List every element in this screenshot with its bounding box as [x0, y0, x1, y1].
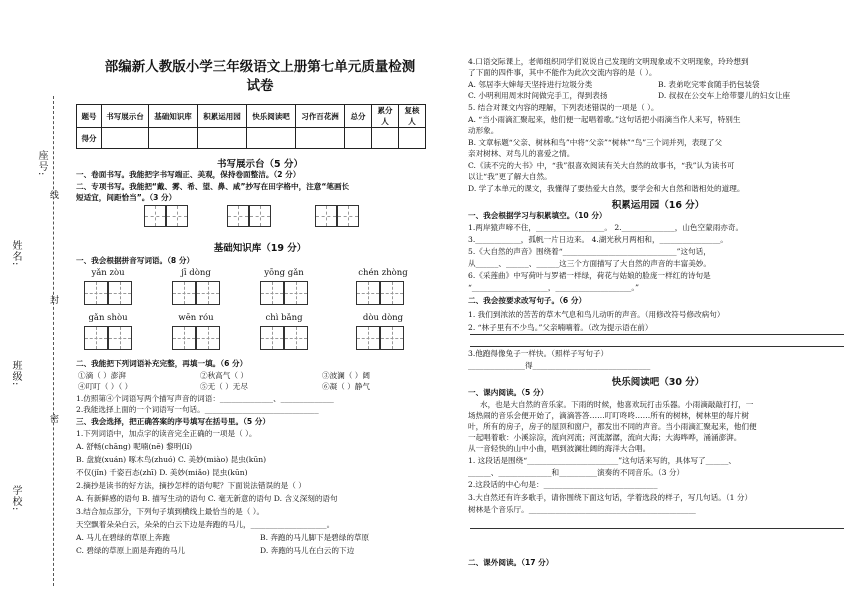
answer-grid[interactable] — [380, 326, 404, 350]
answer-line[interactable] — [470, 334, 844, 335]
answer-grid[interactable] — [260, 326, 284, 350]
score-header: 题号 — [77, 105, 102, 128]
reading-sub3: 3.大自然还有许多歌手，请你围绕下面这句话，学着选段的样子，写几句话。（1 分） — [468, 493, 753, 502]
answer-grid[interactable] — [260, 281, 284, 305]
q5-a1: A. “当小雨滴汇聚起来，他们便一起唱着歌。”这句话把小雨滴当作人来写，特别生 — [468, 115, 741, 124]
accum-q1: 一、我会根据学习与积累填空。（10 分） — [468, 211, 607, 220]
q4-line2: 了下面的四件事，其中不能作为此次交流内容的是（ ）。 — [468, 68, 657, 77]
accum-q2: 二、我会按要求改写句子。（6 分） — [468, 296, 587, 305]
title-line-1: 部编新人教版小学三年级语文上册第七单元质量检测 — [104, 59, 416, 75]
q5-c2: 以让“我”更了解大自然。 — [468, 172, 552, 181]
q5-b1: B. 文章标题“父亲、树林和鸟”中将“父亲”“树林”“鸟”三个词并列，表现了父 — [468, 138, 723, 147]
school-label: 学校: — [10, 485, 21, 512]
writing-grid[interactable] — [249, 205, 271, 227]
accum-a4: 从______、______、______这三个方面描写了大自然的声音的丰富美妙。 — [468, 259, 711, 268]
accum-a3: 5.《大自然的声音》围绕着“______________________________”这句话， — [468, 247, 711, 256]
score-cell[interactable] — [149, 128, 198, 149]
passage-line: 水，也是大自然的音乐家。下雨的时候，他喜欢玩打击乐器。小雨滴敲敲打打，一 — [480, 400, 754, 409]
fill-item: ③波澜（ ）阔 — [322, 371, 370, 380]
q5-a2: 动形象。 — [468, 126, 499, 135]
reading-q1: 一、课内阅读。（5 分） — [468, 388, 549, 397]
answer-grid[interactable] — [172, 326, 196, 350]
accum-a6: “____________________，____________________。” — [468, 283, 640, 292]
q4-b: B. 表弟吃完零食随手扔包装袋 — [658, 80, 760, 89]
rewrite-2: 2. “林子里有不少鸟。”父亲喃喃着。（改为提示语在前） — [468, 323, 653, 332]
choice-q1-a: A. 舒畅(chāng) 呢喃(nē) 黎明(lí) — [76, 442, 193, 451]
answer-grid[interactable] — [84, 281, 108, 305]
score-cell[interactable] — [247, 128, 296, 149]
section-writing-head: 书写展示台（5 分） — [217, 159, 303, 170]
reading-sub3-answer: 树林是个音乐厅。____________________________________________ — [468, 505, 696, 514]
answer-grid[interactable] — [284, 326, 308, 350]
score-cell[interactable] — [296, 128, 345, 149]
accum-a5: 6.《采莲曲》中写荷叶与罗裙一样绿，荷花与姑娘的脸庞一样红的诗句是 — [468, 271, 711, 280]
score-header: 累分人 — [372, 105, 399, 128]
basic-q3: 三、我会选择，把正确答案的序号填写在括号里。（5 分） — [76, 417, 270, 426]
choice-q3-d: D. 奔跑的马儿在白云的下边 — [260, 546, 355, 555]
rewrite-3: 3.他跑得像兔子一样快。（照样子写句子） — [468, 349, 609, 358]
answer-grid[interactable] — [196, 326, 220, 350]
reading-sub1b: ______、______________和__________演奏的不同音乐。（3 分） — [468, 468, 685, 477]
title-line-2: 试卷 — [246, 78, 274, 94]
seal-mark: 封 — [50, 296, 60, 306]
choice-q3: 3.结合加点部分，下列句子填到横线上最恰当的是（ ）。 — [76, 507, 265, 516]
choice-q3-b: B. 奔跑的马儿脚下是碧绿的草原 — [260, 533, 370, 542]
pinyin-label: yōng gǎn — [264, 268, 304, 278]
pinyin-label: gǎn shòu — [88, 313, 128, 323]
fill-item: ①滴（ ）澎湃 — [78, 371, 126, 380]
answer-line[interactable] — [470, 346, 844, 347]
pinyin-label: jī dòng — [181, 268, 211, 278]
fill-item: ④叮叮（ ）（ ） — [78, 382, 133, 391]
pinyin-label: dòu dòng — [362, 313, 404, 323]
passage-line: 从一音轻快的山中小曲，唱到波澜壮阔的海洋大合唱。 — [468, 444, 651, 453]
score-header: 基础知识库 — [149, 105, 198, 128]
choice-q2: 2.摘抄是读书的好方法，摘抄怎样的语句呢？下面说法错误的是（ ） — [76, 481, 306, 490]
section-reading-head: 快乐阅读吧（30 分） — [611, 377, 705, 388]
rewrite-3-template: _______________得_______________________________ — [468, 361, 651, 370]
score-header: 复核人 — [399, 105, 426, 128]
score-cell[interactable] — [102, 128, 149, 149]
binding-margin — [0, 0, 62, 595]
score-header: 积累运用园 — [198, 105, 247, 128]
score-table — [76, 104, 426, 149]
score-header: 总分 — [345, 105, 372, 128]
writing-grid[interactable] — [144, 205, 166, 227]
choice-q1: 1.下列词语中，加点字的读音完全正确的一项是（ ）。 — [76, 429, 257, 438]
q5-b2: 亲对树林、对鸟儿的喜爱之情。 — [468, 149, 575, 158]
answer-grid[interactable] — [356, 326, 380, 350]
rewrite-1: 1. 我们到浓浓的苦苦的草木气息和鸟儿动听的声音。（用修改符号修改病句） — [468, 310, 725, 319]
section-basic-head: 基础知识库（19 分） — [213, 243, 307, 254]
score-cell[interactable] — [198, 128, 247, 149]
fill-item: ②秋高气（ ） — [200, 371, 248, 380]
choice-q1-b: B. 盘旋(xuán) 啄木鸟(zhuó) C. 美妙(miào) 昆虫(kūn) — [76, 455, 267, 464]
seal-line — [53, 96, 54, 586]
choice-q3-a: A. 马儿在碧绿的草原上奔跑 — [76, 533, 170, 542]
q4-d: D. 叔叔在公交车上给带婴儿的妇女让座 — [658, 91, 791, 100]
basic-q2: 二、我能把下列词语补充完整，再填一填。（6 分） — [76, 359, 248, 368]
accum-a2: 3.____________，孤帆一片日边来。 4.湖光秋月两相和，________________。 — [468, 235, 728, 244]
writing-q1: 一、卷面书写。我能把字书写端正、美观，保持卷面整洁。（2 分） — [76, 170, 301, 179]
answer-grid[interactable] — [284, 281, 308, 305]
answer-line[interactable] — [470, 528, 844, 529]
q5-c1: C.《读不完的大书》中，“我”很喜欢阅读有关大自然的故事书，“我”认为读书可 — [468, 161, 735, 170]
answer-grid[interactable] — [380, 281, 404, 305]
writing-grid[interactable] — [315, 205, 337, 227]
writing-q2b: 短适宜，间距恰当”。（3 分） — [76, 193, 177, 202]
score-cell[interactable] — [372, 128, 399, 149]
score-header: 习作百花洲 — [296, 105, 345, 128]
reading-q2: 二、课外阅读。（17 分） — [468, 558, 554, 567]
q4-line1: 4.口语交际课上，老师组织同学们说说自己发现的文明现象或不文明现象，玲玲想到 — [468, 57, 749, 66]
choice-q1-c: 不仅(jǐn) 千姿百态(zhī) D. 美妙(miǎo) 昆虫(kūn) — [76, 468, 248, 477]
accum-a1: 1.两岸猿声啼不住，__________________。 2.______________，山色空蒙雨亦奇。 — [468, 223, 744, 232]
pinyin-label: chén zhòng — [358, 268, 408, 278]
choice-q2-a: A. 有新鲜感的语句 B. 描写生动的语句 C. 毫无新意的语句 D. 含义深刻的语句 — [76, 494, 338, 503]
score-header: 书写展示台 — [102, 105, 149, 128]
answer-grid[interactable] — [108, 326, 132, 350]
exam-title — [70, 58, 450, 96]
answer-grid[interactable] — [172, 281, 196, 305]
class-label: 班级: — [10, 360, 21, 387]
answer-grid[interactable] — [196, 281, 220, 305]
pinyin-label: yǎn zòu — [91, 268, 125, 278]
q4-c: C. 小明利用周末时间做完手工，得到表扬 — [468, 91, 608, 100]
writing-grid[interactable] — [337, 205, 359, 227]
score-header-row — [77, 105, 426, 128]
score-value-row — [77, 128, 426, 149]
q4-a: A. 邻居李大婶每天坚持进行垃圾分类 — [468, 80, 593, 89]
fill-sub2: 2.我能选择上面的一个词语写一句话。______________________________ — [76, 405, 319, 414]
pinyin-label: wēn róu — [178, 313, 214, 323]
passage-line: 叶，所有的房子，房子的屋顶和窗户，都发出不同的声音。当小雨滴汇聚起来，他们便 — [468, 422, 757, 431]
q5: 5. 结合对课文内容的理解，下列表述错误的一项是（ ）。 — [468, 103, 659, 112]
section-accum-head: 积累运用园（16 分） — [611, 200, 705, 211]
answer-grid[interactable] — [108, 281, 132, 305]
q5-d: D. 学了本单元的课文，我懂得了要热爱大自然，要学会和大自然和谐相处的道理。 — [468, 184, 745, 193]
writing-grid[interactable] — [227, 205, 249, 227]
score-cell[interactable] — [399, 128, 426, 149]
passage-line: 场热闹的音乐会便开始了，滴滴答答……叮叮咚咚……所有的树林，树林里的每片树 — [468, 411, 749, 420]
fill-item: ⑥凝（ ）静气 — [322, 382, 370, 391]
score-label: 得分 — [77, 128, 102, 149]
fill-sub1: 1.仿照第④个词语写两个描写声音的词语：______________、______________ — [76, 394, 334, 403]
writing-grid[interactable] — [166, 205, 188, 227]
fill-item: ⑤无（ ）无尽 — [200, 382, 248, 391]
dense-mark: 密 — [50, 415, 60, 425]
reading-sub1: 1. 这段话是围绕“________________________”这句话来写的，具体写了______、 — [468, 456, 737, 465]
name-label: 姓名: — [10, 240, 21, 267]
score-cell[interactable] — [345, 128, 372, 149]
score-header: 快乐阅读吧 — [247, 105, 296, 128]
choice-q3-sentence: 天空飘着朵朵白云，朵朵的白云下边是奔跑的马儿，____________________。 — [76, 520, 335, 529]
passage-line: 一起唱着歌：小溪淙淙，流向河流；河流潺潺，流向大海；大海哗哗，涌涌澎湃。 — [468, 433, 742, 442]
line-mark: 线 — [50, 191, 60, 201]
basic-q1: 一、我会根据拼音写词语。（8 分） — [76, 256, 195, 265]
writing-q2a: 二、专项书写。我能把“戴、雾、希、望、鼻、咸”抄写在田字格中，注意“笔画长 — [76, 182, 350, 191]
reading-sub2: 2.这段话的中心句是：______________________________ — [468, 480, 658, 489]
pinyin-label: chì bǎng — [265, 313, 303, 323]
answer-grid[interactable] — [356, 281, 380, 305]
seat-label: 座号: — [36, 150, 47, 177]
choice-q3-c: C. 碧绿的草原上面是奔跑的马儿 — [76, 546, 186, 555]
answer-grid[interactable] — [84, 326, 108, 350]
